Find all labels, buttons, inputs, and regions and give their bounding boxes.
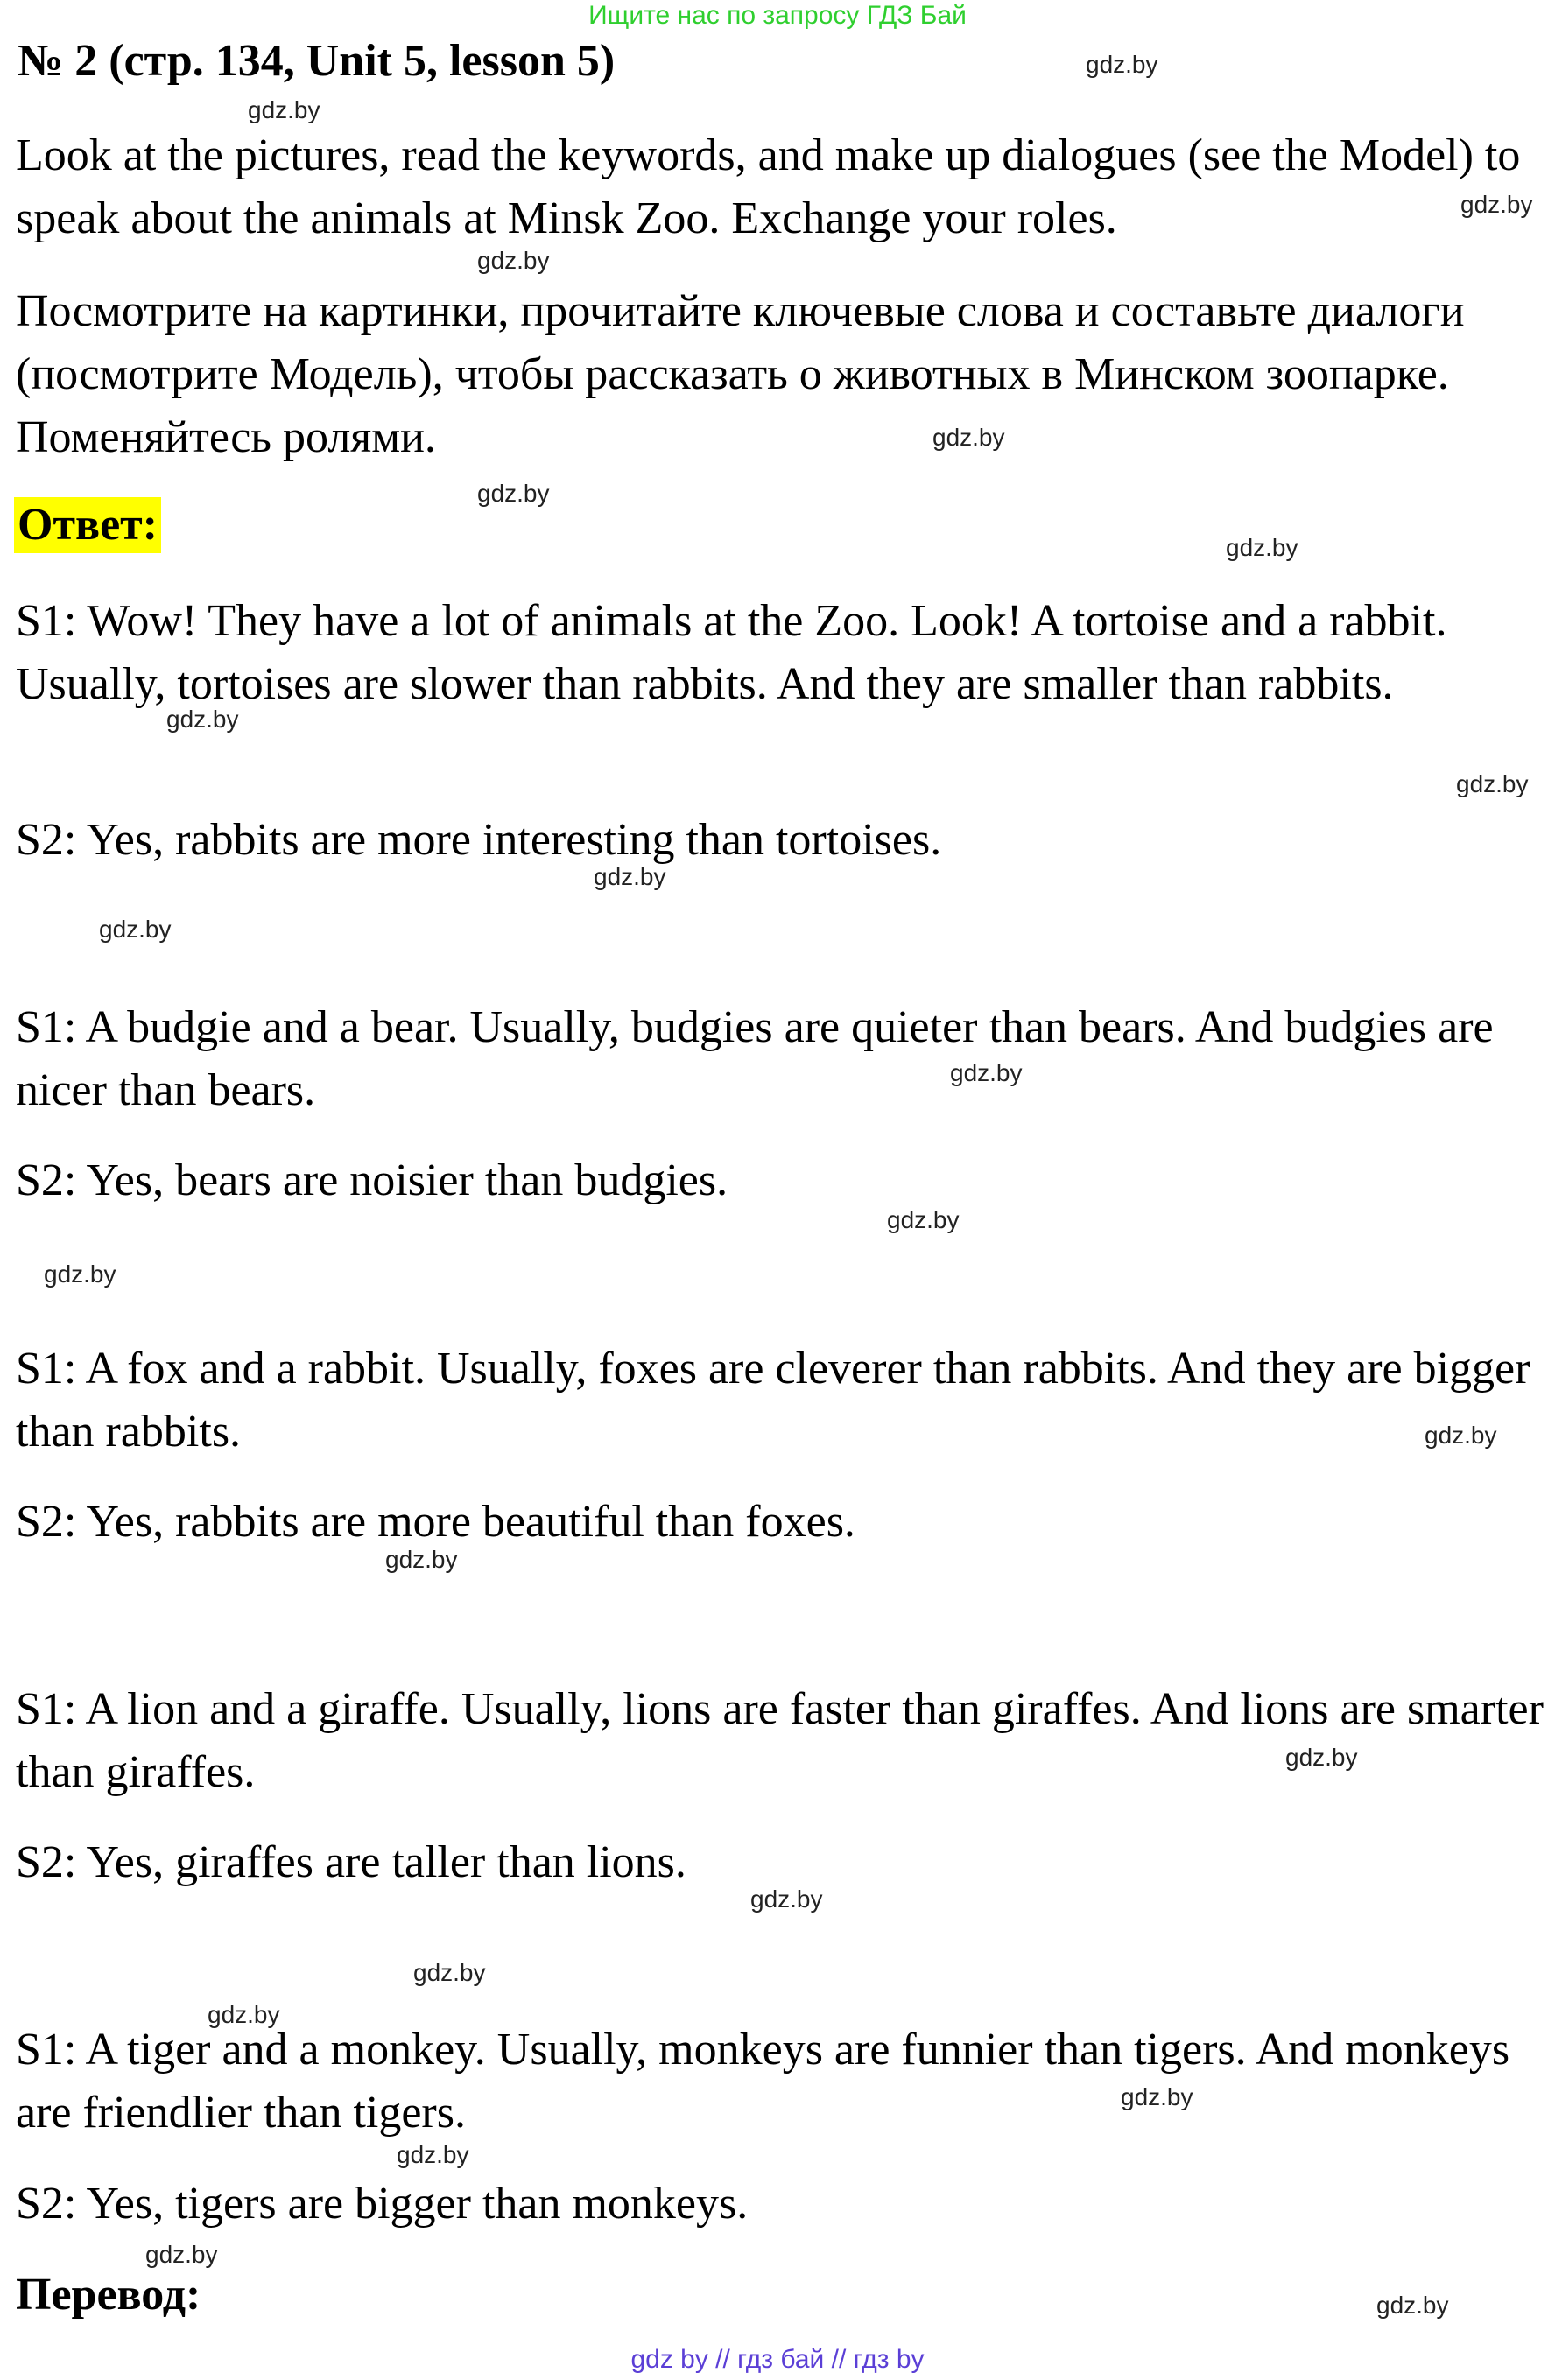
watermark: gdz.by bbox=[44, 1260, 116, 1288]
watermark: gdz.by bbox=[166, 706, 239, 733]
watermark: gdz.by bbox=[397, 2141, 469, 2168]
dialogue-line: S1: A lion and a giraffe. Usually, lions are faster than giraffes. And lions are smarter than giraffes. bbox=[16, 1684, 1544, 1797]
watermark: gdz.by bbox=[99, 916, 172, 943]
translation-label: Перевод: bbox=[16, 2270, 201, 2320]
watermark: gdz.by bbox=[1086, 51, 1158, 78]
task-russian: Посмотрите на картинки, прочитайте ключевые слова и составьте диалоги (посмотрите Модель), чтобы рассказать о животных в Минском зоопарке. Поменяйтесь ролями. bbox=[16, 286, 1465, 462]
top-banner-link[interactable]: Ищите нас по запросу ГДЗ Бай bbox=[588, 1, 967, 30]
watermark: gdz.by bbox=[413, 1959, 486, 1986]
dialogue-line: S2: Yes, rabbits are more beautiful than foxes. bbox=[16, 1497, 855, 1547]
dialogue-line: S1: A fox and a rabbit. Usually, foxes are cleverer than rabbits. And they are bigger than rabbits. bbox=[16, 1344, 1530, 1457]
dialogue-line: S1: A tiger and a monkey. Usually, monkeys are funnier than tigers. And monkeys are friendlier than tigers. bbox=[16, 2025, 1510, 2138]
watermark: gdz.by bbox=[594, 863, 666, 890]
dialogue-line: S1: Wow! They have a lot of animals at the Zoo. Look! A tortoise and a rabbit. Usually, tortoises are slower than rabbits. And they are smaller than rabbits. bbox=[16, 596, 1447, 709]
dialogue-line: S2: Yes, tigers are bigger than monkeys. bbox=[16, 2179, 749, 2229]
answer-label: Ответ: bbox=[14, 497, 161, 553]
watermark: gdz.by bbox=[932, 424, 1005, 451]
watermark: gdz.by bbox=[208, 2001, 280, 2028]
watermark: gdz.by bbox=[477, 480, 550, 507]
dialogue-line: S1: A budgie and a bear. Usually, budgies are quieter than bears. And budgies are nicer than bears. bbox=[16, 1002, 1494, 1115]
watermark: gdz.by bbox=[1425, 1422, 1497, 1449]
watermark: gdz.by bbox=[887, 1206, 960, 1233]
task-english: Look at the pictures, read the keywords, and make up dialogues (see the Model) to speak about the animals at Minsk Zoo. Exchange your roles. bbox=[16, 130, 1521, 243]
bottom-banner-link[interactable]: gdz by // гдз бай // гдз by bbox=[630, 2345, 925, 2374]
watermark: gdz.by bbox=[1121, 2083, 1193, 2110]
watermark: gdz.by bbox=[750, 1885, 823, 1913]
watermark: gdz.by bbox=[477, 247, 550, 274]
watermark: gdz.by bbox=[1460, 191, 1533, 218]
watermark: gdz.by bbox=[145, 2241, 218, 2268]
watermark: gdz.by bbox=[950, 1059, 1023, 1086]
watermark: gdz.by bbox=[385, 1546, 458, 1573]
dialogue-line: S2: Yes, giraffes are taller than lions. bbox=[16, 1837, 686, 1887]
dialogue-line: S2: Yes, rabbits are more interesting than tortoises. bbox=[16, 815, 942, 865]
watermark: gdz.by bbox=[1456, 770, 1529, 797]
exercise-title: № 2 (стр. 134, Unit 5, lesson 5) bbox=[18, 36, 616, 86]
watermark: gdz.by bbox=[248, 96, 320, 123]
watermark: gdz.by bbox=[1226, 534, 1298, 561]
dialogue-line: S2: Yes, bears are noisier than budgies. bbox=[16, 1155, 728, 1205]
watermark: gdz.by bbox=[1285, 1744, 1358, 1771]
watermark: gdz.by bbox=[1376, 2292, 1449, 2319]
